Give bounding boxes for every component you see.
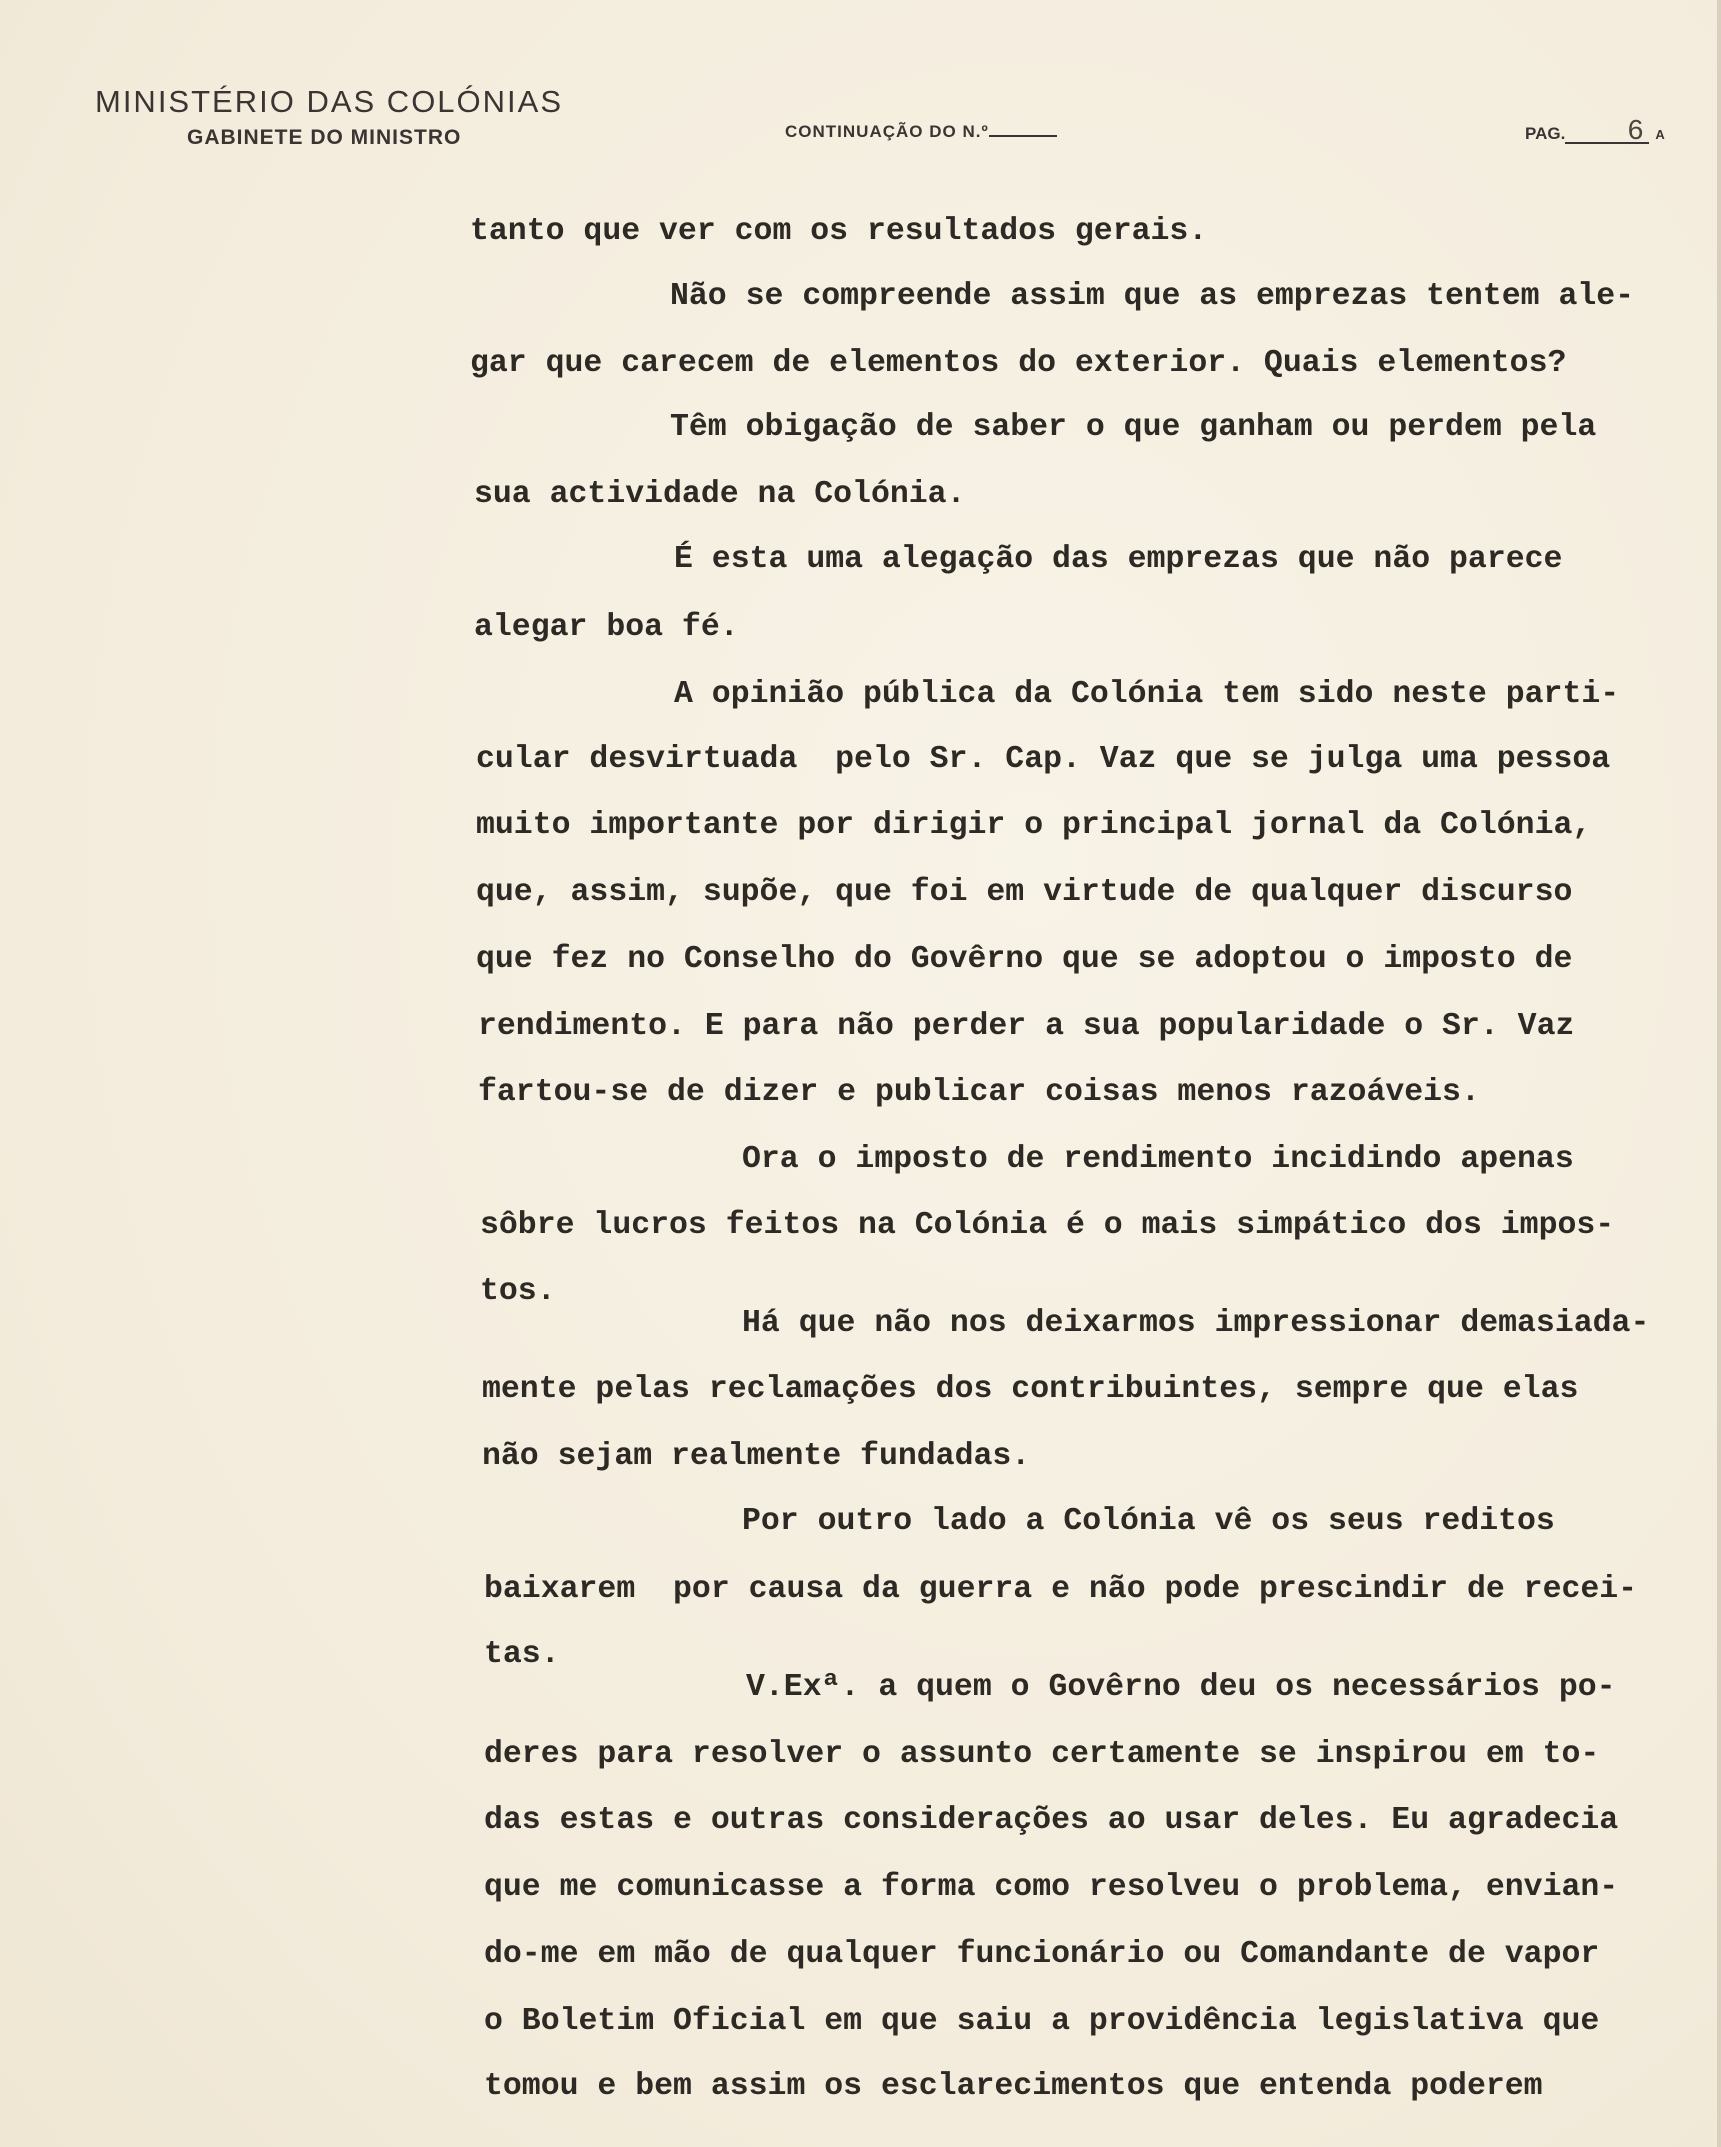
page-suffix: A bbox=[1655, 127, 1665, 142]
body-line: não sejam realmente fundadas. bbox=[482, 1439, 1031, 1474]
body-line: A opinião pública da Colónia tem sido neste parti- bbox=[674, 677, 1620, 712]
page-number: 6 bbox=[1565, 118, 1649, 144]
body-line: das estas e outras considerações ao usar deles. Eu agradecia bbox=[484, 1803, 1619, 1838]
body-line: que, assim, supõe, que foi em virtude de qualquer discurso bbox=[476, 875, 1573, 910]
body-line: Não se compreende assim que as emprezas tentem ale- bbox=[670, 279, 1635, 314]
body-line: que me comunicasse a forma como resolveu o problema, envian- bbox=[484, 1870, 1619, 1905]
body-line: baixarem por causa da guerra e não pode prescindir de recei- bbox=[484, 1572, 1638, 1607]
cabinet-name: GABINETE DO MINISTRO bbox=[187, 126, 462, 149]
body-line: mente pelas reclamações dos contribuintes, sempre que elas bbox=[482, 1372, 1579, 1407]
continuation-blank bbox=[989, 121, 1057, 137]
body-line: tas. bbox=[484, 1637, 560, 1672]
page-label: PAG. bbox=[1525, 124, 1566, 143]
body-line: deres para resolver o assunto certamente se inspirou em to- bbox=[484, 1737, 1600, 1772]
body-line: Têm obigação de saber o que ganham ou perdem pela bbox=[670, 410, 1597, 445]
continuation-field bbox=[785, 121, 1057, 142]
body-line: sua actividade na Colónia. bbox=[474, 477, 966, 512]
page-field bbox=[1525, 114, 1665, 145]
body-line: Por outro lado a Colónia vê os seus reditos bbox=[742, 1504, 1555, 1539]
body-line: alegar boa fé. bbox=[474, 610, 739, 645]
body-line: tanto que ver com os resultados gerais. bbox=[470, 214, 1208, 249]
continuation-label: CONTINUAÇÃO DO N.º bbox=[785, 122, 989, 141]
body-line: cular desvirtuada pelo Sr. Cap. Vaz que se julga uma pessoa bbox=[476, 742, 1611, 777]
ministry-name: MINISTÉRIO DAS COLÓNIAS bbox=[95, 84, 564, 119]
body-line: Há que não nos deixarmos impressionar demasiada- bbox=[742, 1306, 1650, 1341]
body-line: V.Exª. a quem o Govêrno deu os necessários po- bbox=[746, 1670, 1616, 1705]
body-line: o Boletim Oficial em que saiu a providência legislativa que bbox=[484, 2004, 1600, 2039]
body-line: tos. bbox=[480, 1274, 556, 1309]
body-line: Ora o imposto de rendimento incidindo apenas bbox=[742, 1142, 1574, 1177]
body-line: sôbre lucros feitos na Colónia é o mais simpático dos impos- bbox=[480, 1208, 1615, 1243]
body-line: que fez no Conselho do Govêrno que se adoptou o imposto de bbox=[476, 942, 1573, 977]
body-line: do-me em mão de qualquer funcionário ou Comandante de vapor bbox=[484, 1937, 1600, 1972]
body-line: fartou-se de dizer e publicar coisas menos razoáveis. bbox=[478, 1075, 1480, 1110]
body-line: rendimento. E para não perder a sua popularidade o Sr. Vaz bbox=[478, 1009, 1575, 1044]
body-line: É esta uma alegação das emprezas que não parece bbox=[674, 542, 1563, 577]
page-edge bbox=[1717, 0, 1721, 2147]
body-line: gar que carecem de elementos do exterior. Quais elementos? bbox=[470, 346, 1567, 381]
body-line: tomou e bem assim os esclarecimentos que entenda poderem bbox=[484, 2069, 1543, 2104]
letterhead bbox=[95, 84, 563, 150]
body-line: muito importante por dirigir o principal jornal da Colónia, bbox=[476, 808, 1592, 843]
